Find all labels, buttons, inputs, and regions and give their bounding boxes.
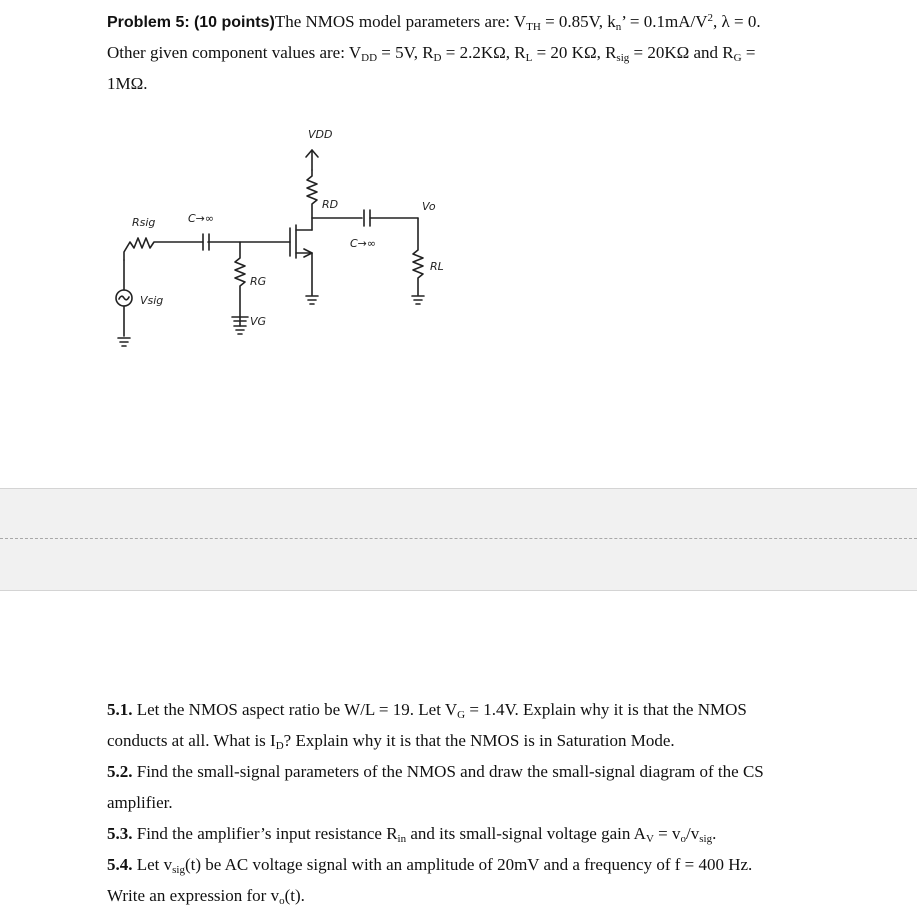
problem-line-1	[107, 12, 761, 33]
question-5-4-line-2	[107, 886, 305, 906]
rl-label: RL	[430, 260, 444, 273]
q3-vsig-subscript: sig	[699, 833, 713, 845]
q2-number: 5.2.	[107, 762, 133, 781]
rg-resistor	[232, 242, 266, 334]
q4-number: 5.4.	[107, 855, 133, 874]
problem-line-3	[107, 74, 148, 94]
components-text-c: = 2.2KΩ, R	[441, 43, 526, 62]
q1-id-subscript: D	[275, 740, 284, 752]
q4-vsig-subscript: sig	[172, 864, 185, 876]
rsig-label: Rsig	[132, 216, 156, 229]
vdd-node	[306, 128, 332, 170]
q3-text-b: and its small-signal voltage gain A	[406, 824, 646, 843]
vg-label: VG	[250, 315, 267, 328]
input-capacitor	[188, 212, 214, 250]
question-5-3	[107, 824, 716, 844]
q3-text-d: /v	[686, 824, 700, 843]
components-text-f: =	[741, 43, 756, 62]
nmos-transistor	[290, 225, 318, 304]
problem-intro: The NMOS model parameters are: V	[274, 12, 527, 31]
vdd-subscript: DD	[361, 52, 378, 64]
q1-text-d: ? Explain why it is that the NMOS is in Saturation Mode.	[283, 731, 675, 750]
rd-subscript: D	[433, 52, 442, 64]
c-in-label: C→∞	[188, 212, 215, 225]
q3-rin-subscript: in	[397, 833, 407, 845]
q4-vo-subscript: o	[279, 895, 285, 907]
rg-subscript: G	[733, 52, 742, 64]
q1-text-c: conducts at all. What is I	[107, 731, 276, 750]
rl-subscript: L	[525, 52, 533, 64]
q4-text-d: (t).	[284, 886, 305, 905]
vth-value: = 0.85V, k	[540, 12, 616, 31]
rg-value-text: 1MΩ.	[107, 74, 148, 93]
rg-label: RG	[250, 275, 267, 288]
q3-vo-subscript: o	[680, 833, 686, 845]
q3-text-a: Find the amplifier’s input resistance R	[132, 824, 398, 843]
rsig-subscript: sig	[616, 52, 630, 64]
rd-resistor	[307, 170, 338, 230]
kn-superscript: 2	[707, 12, 713, 24]
q4-text-b: (t) be AC voltage signal with an amplitude of 20mV and a frequency of f = 400 Hz.	[185, 855, 753, 874]
q1-text-b: = 1.4V. Explain why it is that the NMOS	[465, 700, 747, 719]
q3-text-e: .	[712, 824, 717, 843]
q2-text-a: Find the small-signal parameters of the NMOS and draw the small-signal diagram of the CS	[132, 762, 764, 781]
separator-band	[0, 488, 917, 591]
cs-amplifier-schematic	[100, 110, 480, 360]
components-text-e: = 20KΩ and R	[629, 43, 734, 62]
question-5-2-line-2	[107, 793, 173, 813]
vsig-source	[116, 260, 163, 346]
problem-line-2	[107, 43, 755, 63]
vsig-label: Vsig	[140, 294, 164, 307]
dashed-divider	[0, 538, 917, 539]
q3-text-c: = v	[653, 824, 681, 843]
vo-label: Vo	[422, 200, 436, 213]
q3-av-subscript: V	[645, 833, 654, 845]
lambda-value: , λ = 0.	[713, 12, 761, 31]
vth-subscript: TH	[526, 21, 541, 33]
q3-number: 5.3.	[107, 824, 133, 843]
kn-value: ’ = 0.1mA/V	[621, 12, 708, 31]
problem-label: Problem 5:	[107, 14, 190, 31]
q4-text-c: Write an expression for v	[107, 886, 280, 905]
components-text-d: = 20 KΩ, R	[532, 43, 617, 62]
question-5-1	[107, 700, 747, 720]
vdd-label: VDD	[308, 128, 333, 141]
c-out-label: C→∞	[350, 237, 377, 250]
q2-text-b: amplifier.	[107, 793, 173, 812]
kn-subscript: n	[615, 21, 622, 33]
problem-points: (10 points)	[193, 14, 275, 31]
question-5-2	[107, 762, 764, 782]
question-5-4	[107, 855, 752, 875]
rd-label: RD	[322, 198, 339, 211]
q4-text-a: Let v	[132, 855, 173, 874]
output-capacitor	[350, 210, 418, 250]
components-text-a: Other given component values are: V	[107, 43, 362, 62]
rl-resistor	[412, 218, 444, 304]
question-5-1-line-2	[107, 731, 675, 751]
q1-vg-subscript: G	[457, 709, 466, 721]
q1-text-a: Let the NMOS aspect ratio be W/L = 19. Let V	[132, 700, 458, 719]
components-text-b: = 5V, R	[377, 43, 434, 62]
q1-number: 5.1.	[107, 700, 133, 719]
